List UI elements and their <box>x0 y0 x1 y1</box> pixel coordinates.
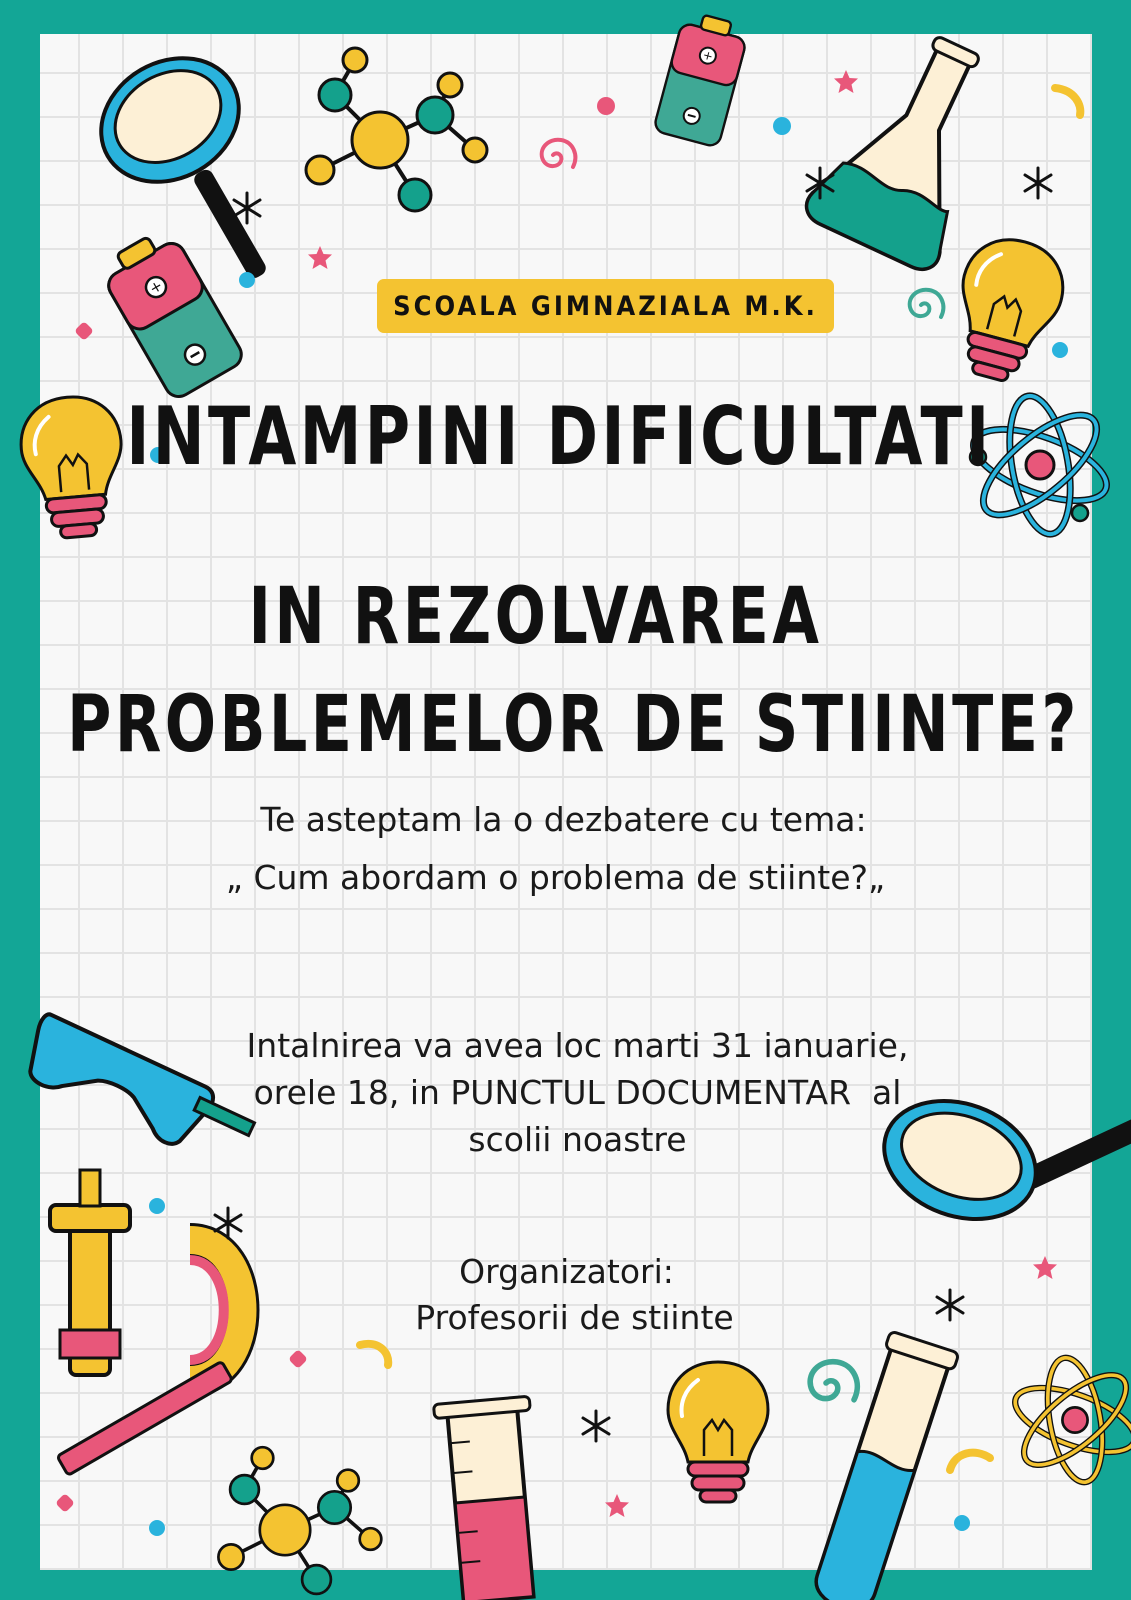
headline-line-3: PROBLEMELOR DE STIINTE? <box>67 680 1080 770</box>
flask-icon <box>801 16 1023 276</box>
molecule-icon <box>306 48 487 211</box>
organizers-name: Profesorii de stiinte <box>415 1298 734 1337</box>
asterisk-icon <box>583 1411 609 1441</box>
beaker-icon <box>433 1396 546 1600</box>
star-icon <box>308 246 332 269</box>
meeting-line-1: Intalnirea va avea loc marti 31 ianuarie, <box>246 1026 909 1065</box>
swirl-icon <box>810 1362 857 1400</box>
meeting-line-2: orele 18, in PUNCTUL DOCUMENTAR al <box>253 1073 902 1112</box>
battery-icon <box>653 10 750 148</box>
molecule-icon <box>218 1447 381 1594</box>
lightbulb-icon <box>668 1362 768 1502</box>
battery-icon <box>96 225 247 402</box>
invitation-topic: „ Cum abordam o problema de stiinte?„ <box>225 858 886 897</box>
meeting-line-3: scolii noastre <box>468 1120 687 1159</box>
swirl-icon <box>542 140 576 167</box>
headline-line-2: IN REZOLVAREA <box>248 572 823 662</box>
star-icon <box>605 1494 629 1517</box>
school-badge: SCOALA GIMNAZIALA M.K. <box>377 279 834 333</box>
test-tube-icon <box>805 1331 959 1600</box>
invitation-line-1: Te asteptam la o dezbatere cu tema: <box>260 800 867 839</box>
magnifier-icon <box>79 34 323 312</box>
swirl-icon <box>910 290 944 317</box>
star-icon <box>834 70 858 93</box>
atom-icon <box>1007 1354 1131 1487</box>
asterisk-icon <box>1025 168 1051 198</box>
organizers-label: Organizatori: <box>459 1252 674 1291</box>
headline-line-1: INTAMPINI DIFICULTATI <box>126 390 993 483</box>
lightbulb-icon <box>940 229 1073 390</box>
